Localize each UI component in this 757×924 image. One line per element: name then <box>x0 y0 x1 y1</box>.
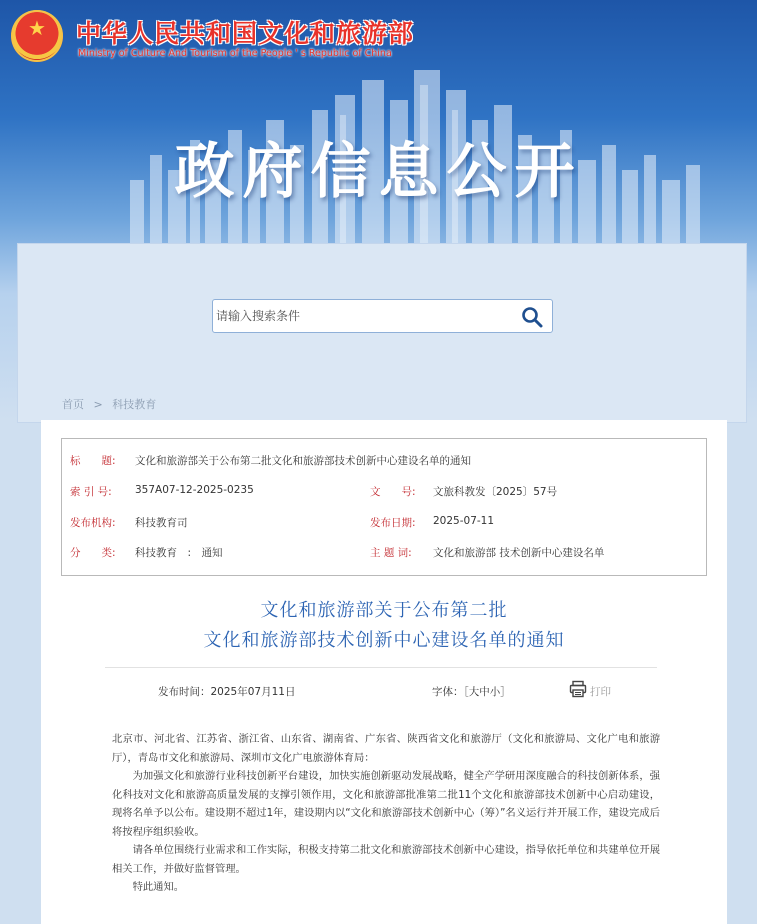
ministry-name-cn[interactable]: 中华人民共和国文化和旅游部 <box>76 19 415 48</box>
info-value-docno: 文旅科教发〔2025〕57号 <box>433 486 558 498</box>
info-label-category: 分 类: <box>70 547 116 559</box>
info-row-title <box>62 453 708 477</box>
info-label-subject: 主 题 词: <box>370 547 412 559</box>
printer-icon <box>569 680 587 698</box>
info-label-date: 发布日期: <box>370 517 416 529</box>
article-paragraph: 为加强文化和旅游行业科技创新平台建设，加快实施创新驱动发展战略，健全产学研用深度融合的科技创新体系，强化科技对文化和旅游高质量发展的支撑引领作用，文化和旅游部批准第二批11个文化和旅游部技术创新中心启动建设，现将名单予以公布。建设期不超过1年，建设期内以“文化和旅游部技术创新中心（筹）”名义运行并开展工作，建设完成后将按程序组织验收。 <box>112 770 660 838</box>
info-value-category: 科技教育 : 通知 <box>135 547 223 559</box>
print-label: 打印 <box>590 686 611 698</box>
info-value-subject: 文化和旅游部 技术创新中心建设名单 <box>433 547 605 559</box>
article-title-line1: 文化和旅游部关于公布第二批 <box>260 600 508 621</box>
ministry-name-en: Ministry of Culture And Tourism of the People ' s Republic of China <box>78 48 392 59</box>
info-label-index: 索 引 号: <box>70 486 112 498</box>
info-row-category <box>62 545 708 569</box>
national-emblem <box>11 10 63 62</box>
search-icon[interactable] <box>520 305 544 329</box>
font-size-switcher[interactable]: 字体：［大中小］ <box>432 686 511 698</box>
info-label-agency: 发布机构: <box>70 517 116 529</box>
publish-date: 发布时间：2025年07月11日 <box>158 686 296 698</box>
info-value-date: 2025-07-11 <box>433 515 495 527</box>
info-label-docno: 文 号: <box>370 486 416 498</box>
info-label-title: 标 题: <box>70 455 116 467</box>
star-icon: ★ <box>28 16 46 40</box>
article-paragraph: 请各单位围绕行业需求和工作实际，积极支持第二批文化和旅游部技术创新中心建设，指导依托单位和共建单位开展相关工作，并做好监督管理。 <box>112 844 660 875</box>
article-title-line2: 文化和旅游部技术创新中心建设名单的通知 <box>203 630 565 651</box>
search-box <box>212 299 553 333</box>
info-value-title: 文化和旅游部关于公布第二批文化和旅游部技术创新中心建设名单的通知 <box>135 455 471 467</box>
search-input[interactable] <box>216 302 506 330</box>
info-row-index <box>62 484 708 508</box>
info-row-agency <box>62 515 708 539</box>
breadcrumb <box>62 396 156 412</box>
document-info-table <box>61 438 707 576</box>
breadcrumb-separator: > <box>93 398 103 411</box>
content-card <box>41 420 727 924</box>
breadcrumb-home[interactable]: 首页 <box>62 398 84 411</box>
info-value-agency: 科技教育司 <box>135 517 188 529</box>
article-paragraph: 北京市、河北省、江苏省、浙江省、山东省、湖南省、广东省、陕西省文化和旅游厅（文化和旅游局、文化广电和旅游厅），青岛市文化和旅游局、深圳市文化广电旅游体育局： <box>112 733 660 764</box>
article-paragraph: 特此通知。 <box>132 881 185 893</box>
article-body <box>112 730 660 897</box>
section-title: 政府信息公开 <box>174 137 583 207</box>
title-divider <box>105 667 657 668</box>
info-value-index: 357A07-12-2025-0235 <box>135 484 254 496</box>
breadcrumb-current[interactable]: 科技教育 <box>112 398 157 411</box>
